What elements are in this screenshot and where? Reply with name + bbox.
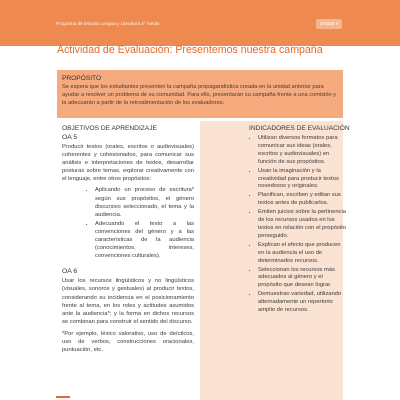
top-banner — [0, 0, 400, 46]
oa6-text: Usar los recursos lingüísticos y no lingüísticos (visuales, sonoros y gestuales) al producir textos, considerando su incidencia en el posicionamiento frente al tema, en los roles y actitudes asumidos ante la audiencia*; y la forma en dichos recursos se combinan para construir el sentido del discurso. — [62, 278, 194, 325]
list-item: • Seleccionan los recursos más adecuados al género y el propósito que desean lograr. — [258, 267, 346, 291]
page-title: Actividad de Evaluación: Presentemos nuestra campaña — [57, 44, 323, 56]
bottom-accent — [56, 396, 70, 398]
list-item: • Adecuando el texto a las convenciones del género y a las características de la audiencia (conocimientos, intereses, convenciones culturales). — [95, 220, 194, 260]
program-name: Programa de Estudio Lengua y Literatura 4° medio — [56, 21, 160, 26]
oa6-footnote: *Por ejemplo, léxico valorativo, uso de deícticos, uso de verbos, construcciones oracionales, puntuación, etc. — [62, 330, 194, 354]
oa5-label: OA 5 — [62, 134, 78, 141]
oa5-bullets — [62, 186, 194, 260]
purpose-box — [57, 70, 343, 118]
objectives-heading: OBJETIVOS DE APRENDIZAJE — [62, 125, 157, 132]
list-item: • Demuestran variedad, utilizando alternadamente un repertorio amplio de recursos. — [258, 291, 346, 315]
list-item: • Usan la imaginación y la creatividad para producir textos novedosos y originales. — [258, 168, 346, 192]
list-item: • Aplicando un proceso de escritura* según sus propósitos, el género discursivo seleccionado, el tema y la audiencia. — [95, 186, 194, 218]
list-item: • Explican el efecto que producen en la audiencia el uso de determinados recursos. — [258, 242, 346, 266]
objectives-column — [57, 121, 198, 400]
list-item: • Utilizan diversos formatos para comunicar sus ideas (orales, escritos y audiovisuales) en función de sus propósitos. — [258, 135, 346, 167]
purpose-text: Se espera que los estudiantes presenten la campaña propagandística creada en la unidad anterior para ayudar a resolver un problema de su comunidad. Para ello, presentarán su campaña frente a una comisión y la adecuarán a partir de la retroalimentación de los evaluadores. — [62, 84, 337, 107]
list-item: • Planifican, escriben y editan sus textos antes de publicarlos. — [258, 192, 346, 208]
oa5-text: Producir textos (orales, escritos o audiovisuales) coherentes y cohesionados, para comunicar sus análisis e interpretaciones de textos, desarrollar posturas sobre temas, explorar creativamente con el lenguaje, entre otros propósitos: — [62, 144, 194, 183]
indicators-list — [249, 135, 346, 316]
unit-badge: Unidad 4 — [316, 19, 342, 29]
list-item: • Emiten juicios sobre la pertinencia de los recursos usados en los textos en relación con el propósito perseguido. — [258, 209, 346, 241]
oa6-label: OA 6 — [62, 268, 78, 276]
purpose-heading: PROPÓSITO — [62, 75, 102, 82]
indicators-heading: INDICADORES DE EVALUACIÓN — [249, 125, 350, 132]
indicators-column — [200, 121, 350, 400]
